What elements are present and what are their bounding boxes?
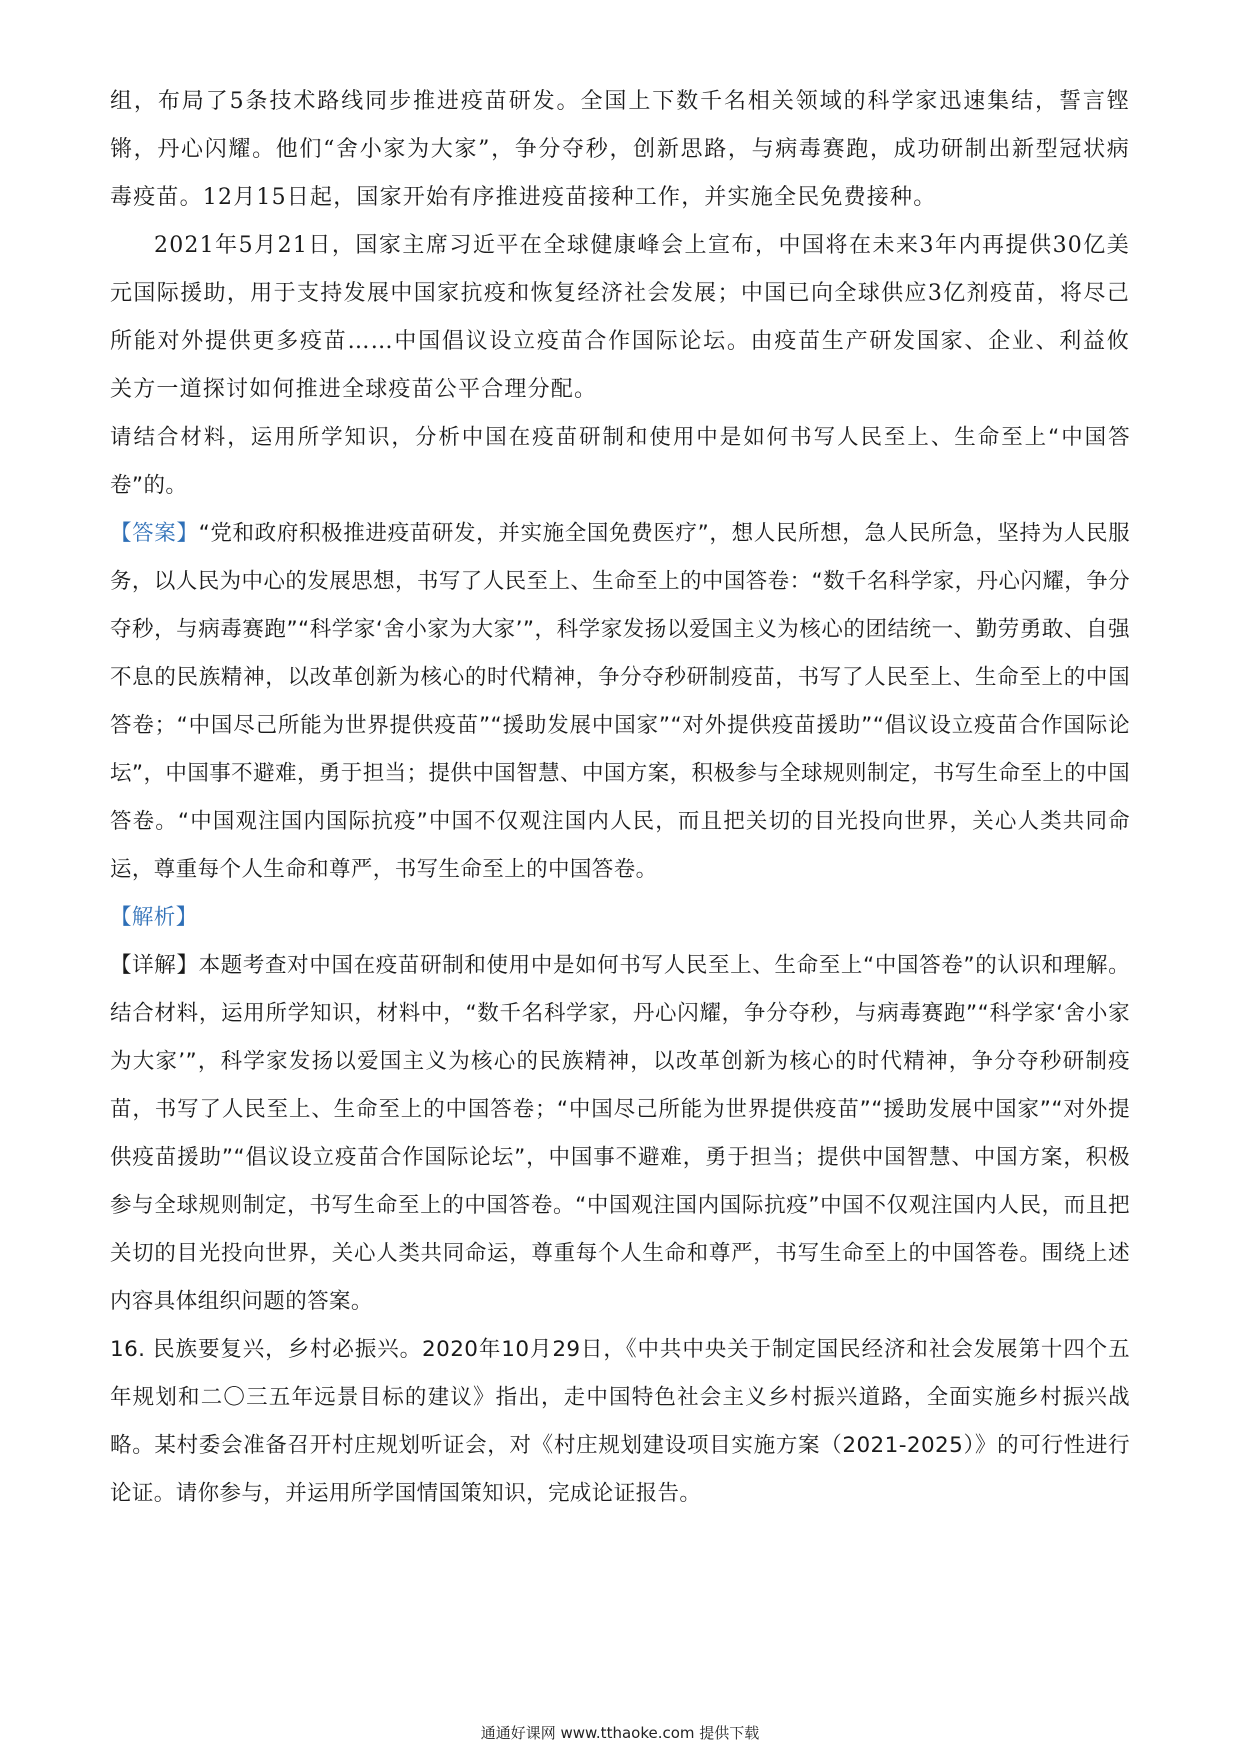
detail-section <box>110 942 1130 1326</box>
detail-tag: 【详解】 <box>110 953 199 978</box>
material-paragraph-2: 2021年5月21日，国家主席习近平在全球健康峰会上宣布，中国将在未来3年内再提供30亿美元国际援助，用于支持发展中国家抗疫和恢复经济社会发展；中国已向全球供应3亿剂疫苗，将尽己所能对外提供更多疫苗……中国倡议设立疫苗合作国际论坛。由疫苗生产研发国家、企业、利益攸关方一道探讨如何推进全球疫苗公平合理分配。 <box>110 233 1130 402</box>
question-prompt: 请结合材料，运用所学知识，分析中国在疫苗研制和使用中是如何书写人民至上、生命至上“中国答卷”的。 <box>110 425 1130 498</box>
answer-tag: 【答案】 <box>110 521 199 546</box>
answer-text: “党和政府积极推进疫苗研发，并实施全国免费医疗”，想人民所想，急人民所急，坚持为人民服务，以人民为中心的发展思想，书写了人民至上、生命至上的中国答卷：“数千名科学家，丹心闪耀，争分夺秒，与病毒赛跑”“科学家‘舍小家为大家’”，科学家发扬以爱国主义为核心的团结统一、勤劳勇敢、自强不息的民族精神，以改革创新为核心的时代精神，争分夺秒研制疫苗，书写了人民至上、生命至上的中国答卷；“中国尽己所能为世界提供疫苗”“援助发展中国家”“对外提供疫苗援助”“倡议设立疫苗合作国际论坛”，中国事不避难，勇于担当；提供中国智慧、中国方案，积极参与全球规则制定，书写生命至上的中国答卷。“中国观注国内国际抗疫”中国不仅观注国内人民，而且把关切的目光投向世界，关心人类共同命运，尊重每个人生命和尊严，书写生命至上的中国答卷。 <box>110 521 1130 882</box>
answer-section <box>110 510 1130 894</box>
analysis-heading <box>110 894 1130 942</box>
material-paragraph-1: 组，布局了5条技术路线同步推进疫苗研发。全国上下数千名相关领域的科学家迅速集结，誓言铿锵，丹心闪耀。他们“舍小家为大家”，争分夺秒，创新思路，与病毒赛跑，成功研制出新型冠状病毒疫苗。12月15日起，国家开始有序推进疫苗接种工作，并实施全民免费接种。 <box>110 89 1130 210</box>
analysis-tag: 【解析】 <box>110 905 198 930</box>
detail-text: 本题考查对中国在疫苗研制和使用中是如何书写人民至上、生命至上“中国答卷”的认识和理解。结合材料，运用所学知识，材料中，“数千名科学家，丹心闪耀，争分夺秒，与病毒赛跑”“科学家‘舍小家为大家’”，科学家发扬以爱国主义为核心的民族精神，以改革创新为核心的时代精神，争分夺秒研制疫苗，书写了人民至上、生命至上的中国答卷；“中国尽己所能为世界提供疫苗”“援助发展中国家”“对外提供疫苗援助”“倡议设立疫苗合作国际论坛”，中国事不避难，勇于担当；提供中国智慧、中国方案，积极参与全球规则制定，书写生命至上的中国答卷。“中国观注国内国际抗疫”中国不仅观注国内人民，而且把关切的目光投向世界，关心人类共同命运，尊重每个人生命和尊严，书写生命至上的中国答卷。围绕上述内容具体组织问题的答案。 <box>110 953 1130 1314</box>
question-16: 16. 民族要复兴，乡村必振兴。2020年10月29日，《中共中央关于制定国民经济和社会发展第十四个五年规划和二〇三五年远景目标的建议》指出，走中国特色社会主义乡村振兴道路，全面实施乡村振兴战略。某村委会准备召开村庄规划听证会，对《村庄规划建设项目实施方案（2021-2025）》的可行性进行论证。请你参与，并运用所学国情国策知识，完成论证报告。 <box>110 1337 1130 1506</box>
page-footer: 通通好课网 www.tthaoke.com 提供下载 <box>480 1724 760 1742</box>
